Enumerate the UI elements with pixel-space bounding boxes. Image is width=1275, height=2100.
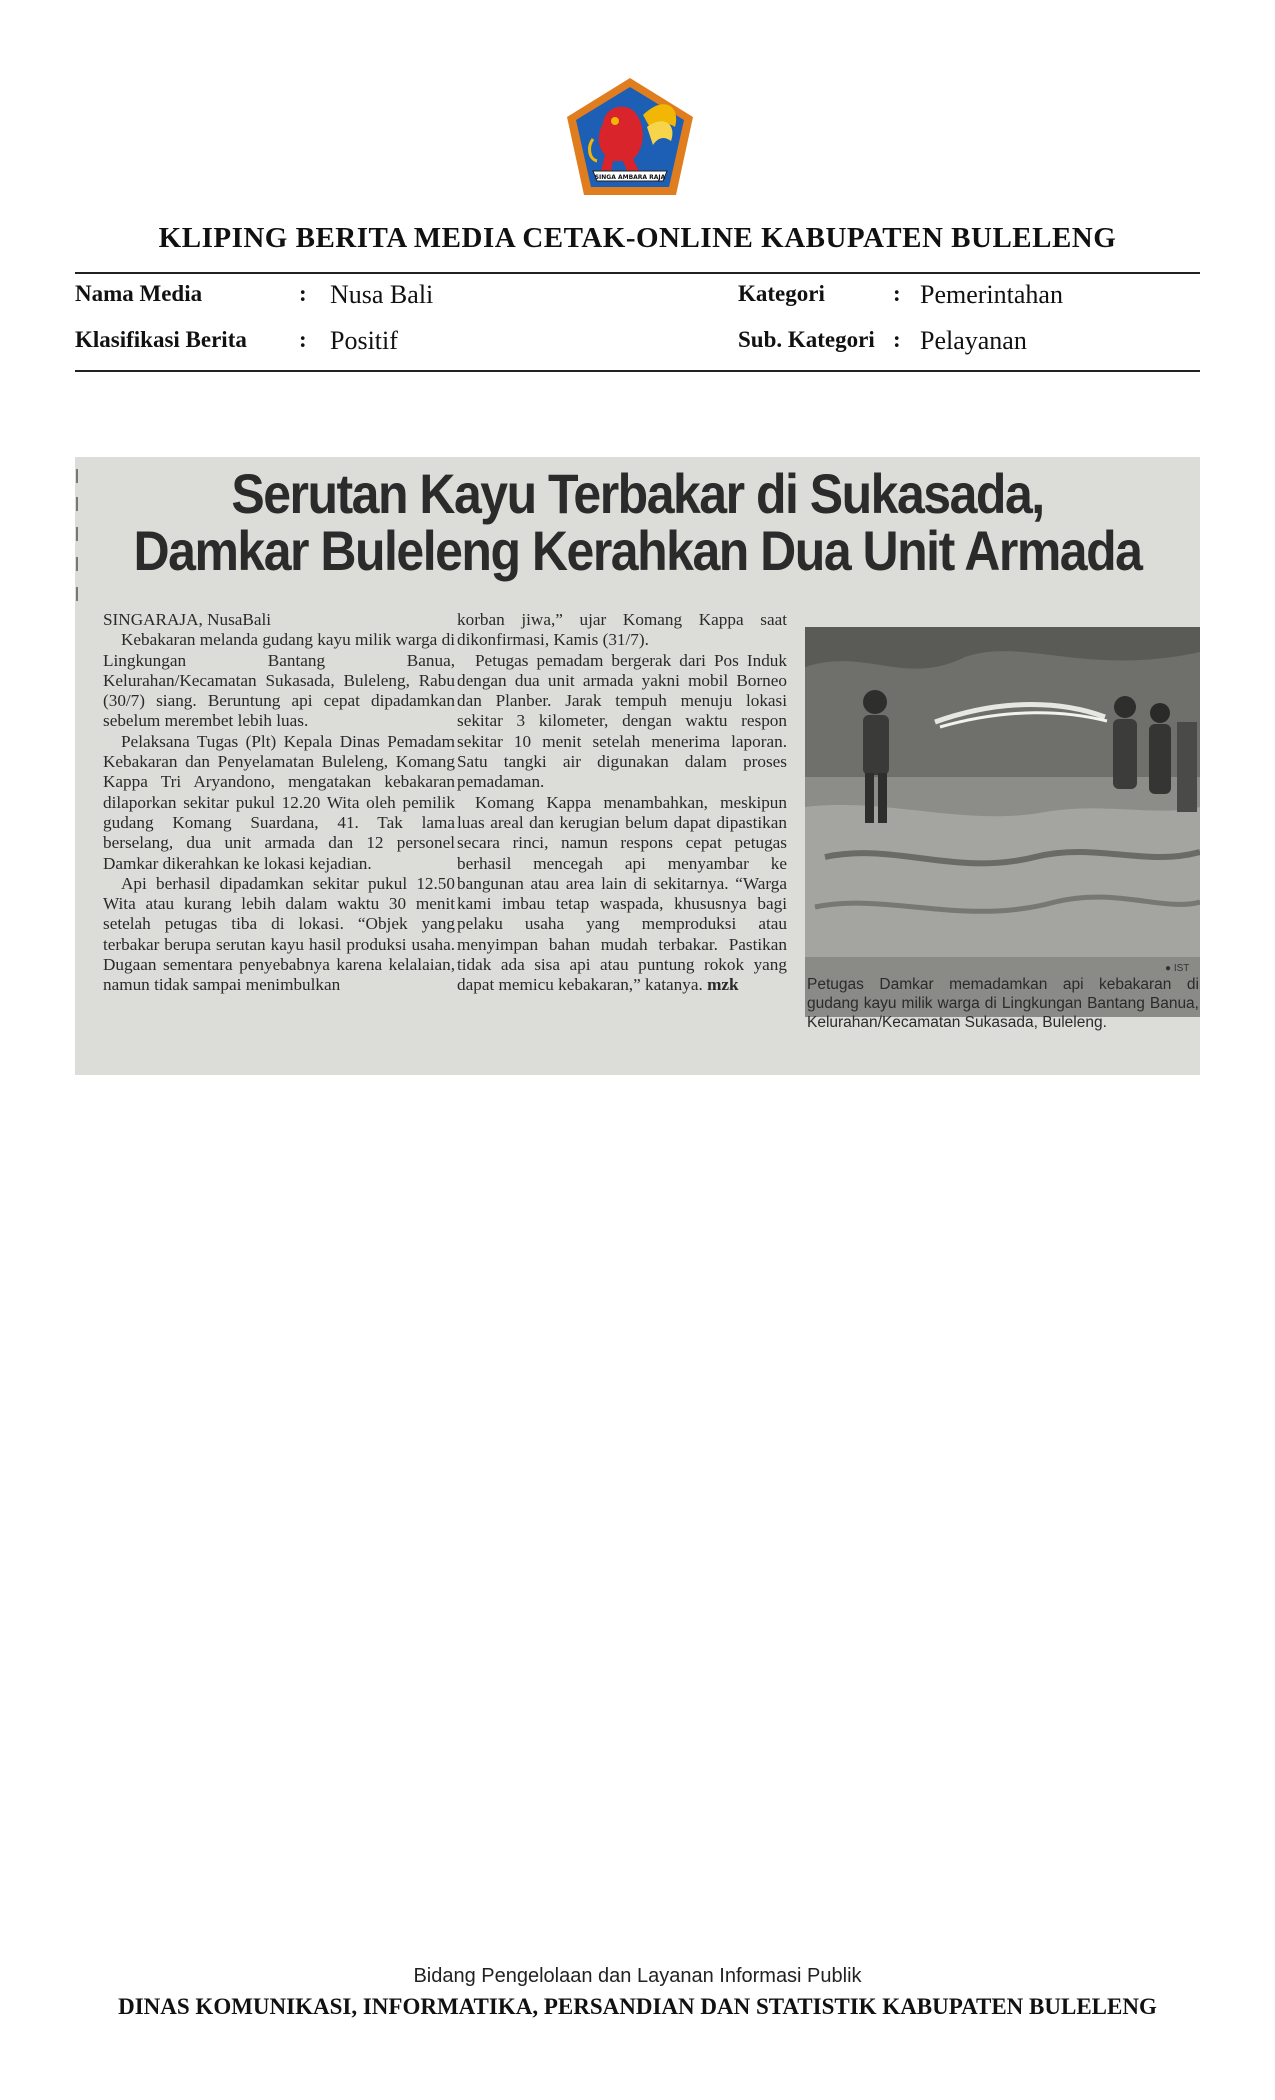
article-paragraph: Api berhasil dipadamkan sekitar pukul 12.50 Wita atau kurang lebih dalam waktu 30 menit setelah petugas tiba di lokasi. “Objek yang terbakar berupa serutan kayu hasil produksi usaha. Dugaan sementara penyebabnya karena kelalaian, namun tidak sampai menimbulkan <box>103 873 455 995</box>
news-clipping <box>75 457 1200 1075</box>
crest-motto: SINGA AMBARA RAJA <box>594 174 666 181</box>
klasifikasi-label: Klasifikasi Berita <box>75 327 247 352</box>
meta-divider <box>75 370 1200 372</box>
article-paragraph: Pelaksana Tugas (Plt) Kepala Dinas Pemadam Kebakaran dan Penyelamatan Buleleng, Komang Kappa Tri Aryandono, mengatakan kebakaran dilaporkan sekitar pukul 12.20 Wita oleh pemilik gudang Komang Suardana, 41. Tak lama berselang, dua unit armada dan 12 personel Damkar dikerahkan ke lokasi kejadian. <box>103 731 455 873</box>
kategori-label: Kategori <box>738 281 825 306</box>
article-paragraph: Petugas pemadam bergerak dari Pos Induk dengan dua unit armada yakni mobil Borneo dan Planber. Jarak tempuh menuju lokasi sekitar 3 kilometer, dengan waktu respon sekitar 10 menit setelah menerima laporan. Satu tangki air digunakan dalam proses pemadaman. <box>457 650 787 792</box>
photo-caption: Petugas Damkar memadamkan api kebakaran di gudang kayu milik warga di Lingkungan Bantang Banua, Kelurahan/Kecamatan Sukasada, Buleleng. <box>807 976 1199 1031</box>
klasifikasi-colon: : <box>299 327 307 352</box>
headline-line-2: Damkar Buleleng Kerahkan Dua Unit Armada <box>133 519 1142 583</box>
author-signature: mzk <box>707 975 739 995</box>
news-photo <box>805 627 1200 1017</box>
media-colon: : <box>299 281 307 306</box>
kategori-colon: : <box>893 281 901 306</box>
footer-department: Bidang Pengelolaan dan Layanan Informasi Publik <box>413 1965 862 1987</box>
kategori-value: Pemerintahan <box>920 280 1063 309</box>
subkategori-value: Pelayanan <box>920 326 1027 355</box>
article-paragraph <box>457 793 787 996</box>
media-value: Nusa Bali <box>330 280 434 309</box>
document-title: KLIPING BERITA MEDIA CETAK-ONLINE KABUPATEN BULELENG <box>158 222 1117 254</box>
article-column-1 <box>103 610 455 996</box>
photo-credit: ● IST <box>1165 963 1190 974</box>
article-paragraph: korban jiwa,” ujar Komang Kappa saat dikonfirmasi, Kamis (31/7). <box>457 610 787 650</box>
header-divider <box>75 272 1200 274</box>
footer-agency: DINAS KOMUNIKASI, INFORMATIKA, PERSANDIAN DAN STATISTIK KABUPATEN BULELENG <box>118 1994 1157 2019</box>
article-paragraph-text: Komang Kappa menambahkan, meskipun luas areal dan kerugian belum dapat dipastikan secara rinci, namun respons cepat petugas berhasil mencegah api menyambar ke bangunan atau area lain di sekitarnya. “Warga kami imbau tetap waspada, khususnya bagi pelaku usaha yang memproduksi atau menyimpan bahan mudah terbakar. Pastikan tidak ada sisa api atau puntung rokok yang dapat memicu kebakaran,” katanya. <box>457 792 787 995</box>
media-label: Nama Media <box>75 281 203 306</box>
singa-ambara-raja-crest-icon <box>563 75 697 199</box>
article-paragraph: Kebakaran melanda gudang kayu milik warga di Lingkungan Bantang Banua, Kelurahan/Kecamatan Sukasada, Buleleng, Rabu (30/7) siang. Beruntung api cepat dipadamkan sebelum merembet lebih luas. <box>103 630 455 731</box>
klasifikasi-value: Positif <box>330 326 398 355</box>
article-dateline: SINGARAJA, NusaBali <box>103 610 272 629</box>
article-column-2 <box>457 610 787 996</box>
subkategori-label: Sub. Kategori <box>738 327 875 352</box>
subkategori-colon: : <box>893 327 901 352</box>
headline-line-1: Serutan Kayu Terbakar di Sukasada, <box>231 462 1044 526</box>
